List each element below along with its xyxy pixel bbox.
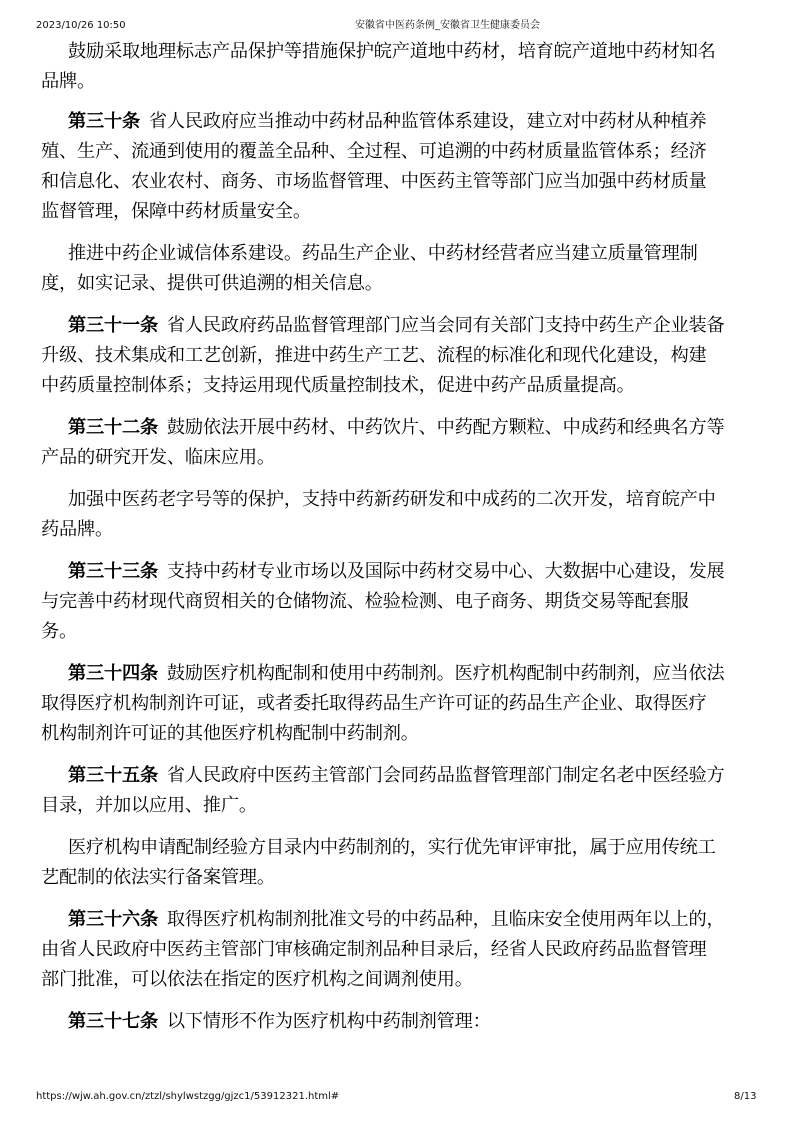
text-span: 取得医疗机构制剂批准文号的中药品种，且临床安全使用两年以上的， [166, 909, 725, 930]
text-line: 务。 [41, 621, 77, 642]
text-line: 产品的研究开发、临床应用。 [41, 447, 275, 468]
paragraph [41, 413, 756, 473]
text-line: 取得医疗机构制剂许可证，或者委托取得药品生产许可证的药品生产企业、取得医疗 [41, 693, 707, 714]
paragraph [41, 311, 756, 401]
text-span: 支持中药材专业市场以及国际中药材交易中心、大数据中心建设，发展 [166, 561, 725, 582]
page-header-title: 安徽省中医药条例_安徽省卫生健康委员会 [355, 20, 540, 31]
text-line: 度，如实记录、提供可供追溯的相关信息。 [41, 273, 383, 294]
text-line [68, 761, 756, 791]
paragraph [41, 833, 756, 893]
paragraph [41, 239, 756, 299]
text-line: 中药质量控制体系；支持运用现代质量控制技术，促进中药产品质量提高。 [41, 375, 635, 396]
text-line: 品牌。 [41, 71, 95, 92]
paragraph [41, 557, 756, 647]
article-number: 第三十条 [68, 111, 140, 132]
paragraph [41, 659, 756, 749]
article-number: 第三十二条 [68, 417, 158, 438]
text-span: 鼓励医疗机构配制和使用中药制剂。医疗机构配制中药制剂，应当依法 [166, 663, 725, 684]
text-line: 和信息化、农业农村、商务、市场监督管理、中医药主管等部门应当加强中药材质量 [41, 171, 707, 192]
text-line: 与完善中药材现代商贸相关的仓储物流、检验检测、电子商务、期货交易等配套服 [41, 591, 689, 612]
paragraph [41, 485, 756, 545]
text-line [68, 1007, 756, 1037]
text-line: 部门批准，可以依法在指定的医疗机构之间调剂使用。 [41, 969, 473, 990]
text-line [68, 107, 756, 137]
text-line: 机构制剂许可证的其他医疗机构配制中药制剂。 [41, 723, 419, 744]
text-line: 升级、技术集成和工艺创新，推进中药生产工艺、流程的标准化和现代化建设，构建 [41, 345, 707, 366]
text-span: 省人民政府应当推动中药材品种监管体系建设，建立对中药材从种植养 [148, 111, 707, 132]
text-line [68, 557, 756, 587]
paragraph [41, 37, 756, 97]
text-line: 监督管理，保障中药材质量安全。 [41, 201, 311, 222]
text-line: 目录，并加以应用、推广。 [41, 795, 257, 816]
text-span: 以下情形不作为医疗机构中药制剂管理： [166, 1011, 491, 1032]
document-body [41, 37, 756, 1049]
text-line: 药品牌。 [41, 519, 113, 540]
article-number: 第三十五条 [68, 765, 158, 786]
paragraph [41, 107, 756, 227]
text-line [68, 905, 756, 935]
article-number: 第三十七条 [68, 1011, 158, 1032]
text-span: 省人民政府药品监督管理部门应当会同有关部门支持中药生产企业装备 [166, 315, 725, 336]
page-number: 8/13 [734, 1091, 757, 1102]
print-datetime: 2023/10/26 10:50 [36, 20, 126, 31]
text-line [68, 659, 756, 689]
article-number: 第三十六条 [68, 909, 158, 930]
article-number: 第三十一条 [68, 315, 158, 336]
article-number: 第三十三条 [68, 561, 158, 582]
paragraph [41, 761, 756, 821]
text-line: 艺配制的依法实行备案管理。 [41, 867, 275, 888]
page-url: https://wjw.ah.gov.cn/ztzl/shylwstzgg/gjzc1/53912321.html# [36, 1091, 340, 1102]
text-span: 鼓励依法开展中药材、中药饮片、中药配方颗粒、中成药和经典名方等 [166, 417, 725, 438]
paragraph [41, 905, 756, 995]
text-line: 加强中医药老字号等的保护，支持中药新药研发和中成药的二次开发，培育皖产中 [68, 489, 716, 510]
text-line: 由省人民政府中医药主管部门审核确定制剂品种目录后，经省人民政府药品监督管理 [41, 939, 707, 960]
text-line [68, 311, 756, 341]
article-number: 第三十四条 [68, 663, 158, 684]
text-line: 医疗机构申请配制经验方目录内中药制剂的，实行优先审评审批，属于应用传统工 [68, 837, 716, 858]
text-line: 推进中药企业诚信体系建设。药品生产企业、中药材经营者应当建立质量管理制 [68, 243, 698, 264]
paragraph [68, 1007, 756, 1037]
text-line: 殖、生产、流通到使用的覆盖全品种、全过程、可追溯的中药材质量监管体系；经济 [41, 141, 707, 162]
text-line [68, 413, 756, 443]
text-line: 鼓励采取地理标志产品保护等措施保护皖产道地中药材，培育皖产道地中药材知名 [68, 41, 716, 62]
text-span: 省人民政府中医药主管部门会同药品监督管理部门制定名老中医经验方 [166, 765, 725, 786]
